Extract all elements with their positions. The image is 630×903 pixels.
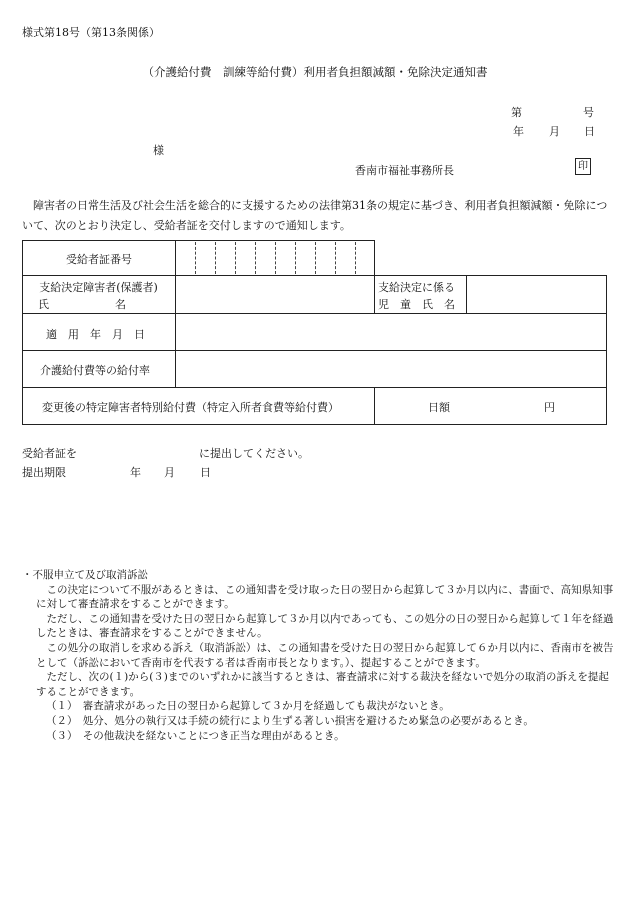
submission-line-1a: 受給者証を [22, 447, 77, 460]
special-benefit-label: 変更後の特定障害者特別給付費（特定入所者食費等給付費） [42, 401, 339, 414]
digit-separator [315, 242, 316, 274]
submission-line-1b: に提出してください。 [199, 447, 309, 460]
doc-number-dai: 第 [511, 106, 522, 119]
decision-table [22, 240, 607, 425]
notice-item: （３） その他裁決を経ないことにつき正当な理由があるとき。 [46, 729, 345, 742]
issuer-name: 香南市福祉事務所長 [355, 164, 454, 177]
digit-separator [255, 242, 256, 274]
recipient-suffix: 様 [153, 144, 164, 157]
date-year: 年 [513, 125, 524, 138]
cert-number-label: 受給者証番号 [66, 253, 132, 266]
notice-paragraph: この処分の取消しを求める訴え（取消訴訟）は、この通知書を受けた日の翌日から起算して６か月以内に、香南市を被告として（訴訟において香南市を代表する者は香南市長となります。）、提起することができます。 [36, 641, 614, 669]
decided-person-label: 支給決定障害者(保護者) [39, 281, 158, 294]
table-line [22, 424, 607, 425]
child-label: 支給決定に係る [378, 281, 455, 294]
deadline-label: 提出期限 [22, 466, 66, 479]
notice-paragraph: この決定について不服があるときは、この通知書を受け取った日の翌日から起算して３か月以内に、書面で、高知県知事に対して審査請求をすることができます。 [36, 583, 614, 611]
table-line [374, 240, 375, 313]
notice-item: （１） 審査請求があった日の翌日から起算して３か月を経過しても裁決がないとき。 [46, 700, 450, 713]
table-line [22, 240, 23, 425]
table-line [22, 240, 374, 241]
table-line [22, 350, 607, 351]
form-number: 様式第18号（第13条関係） [22, 26, 160, 39]
digit-separator [275, 242, 276, 274]
yen-label: 円 [544, 401, 555, 414]
body-text: 障害者の日常生活及び社会生活を総合的に支援するための法律第31条の規定に基づき、利用者負担額減額・免除について、次のとおり決定し、受給者証を交付しますので通知します。 [22, 199, 608, 232]
table-line [374, 387, 375, 425]
date-day: 日 [584, 125, 595, 138]
apply-date-label: 適 用 年 月 日 [46, 328, 145, 341]
notice-heading: ・不服申立て及び取消訴訟 [22, 569, 148, 581]
doc-number-go: 号 [583, 106, 594, 119]
digit-separator [235, 242, 236, 274]
table-line [22, 387, 607, 388]
benefit-rate-label: 介護給付費等の給付率 [40, 364, 150, 377]
deadline-day: 日 [200, 466, 211, 479]
notice-item: （２） 処分、処分の執行又は手続の続行により生ずる著しい損害を避けるため緊急の必要があるとき。 [46, 714, 534, 727]
decided-person-name-label: 氏 名 [38, 298, 126, 311]
table-line [606, 275, 607, 425]
document-title: （介護給付費 訓練等給付費）利用者負担額減額・免除決定通知書 [142, 65, 488, 79]
notice-paragraph: ただし、次の(１)から(３)までのいずれかに該当するときは、審査請求に対する裁決を経ないで処分の取消の訴えを提起することができます。 [36, 671, 609, 698]
table-line [22, 275, 607, 276]
notice-paragraph: ただし、この通知書を受けた日の翌日から起算して３か月以内であっても、この処分の日の翌日から起算して１年を経過したときは、審査請求をすることができません。 [36, 612, 614, 640]
appeal-notice [22, 568, 614, 743]
deadline-month: 月 [164, 466, 175, 479]
daily-amount-label: 日額 [428, 401, 450, 414]
table-line [466, 275, 467, 313]
digit-separator [195, 242, 196, 274]
date-month: 月 [549, 125, 560, 138]
deadline-year: 年 [130, 466, 141, 479]
table-line [175, 240, 176, 387]
digit-separator [335, 242, 336, 274]
seal-mark: 印 [575, 158, 591, 175]
table-line [22, 313, 607, 314]
child-name-label: 児 童 氏 名 [378, 298, 455, 311]
digit-separator [215, 242, 216, 274]
digit-separator [295, 242, 296, 274]
digit-separator [355, 242, 356, 274]
